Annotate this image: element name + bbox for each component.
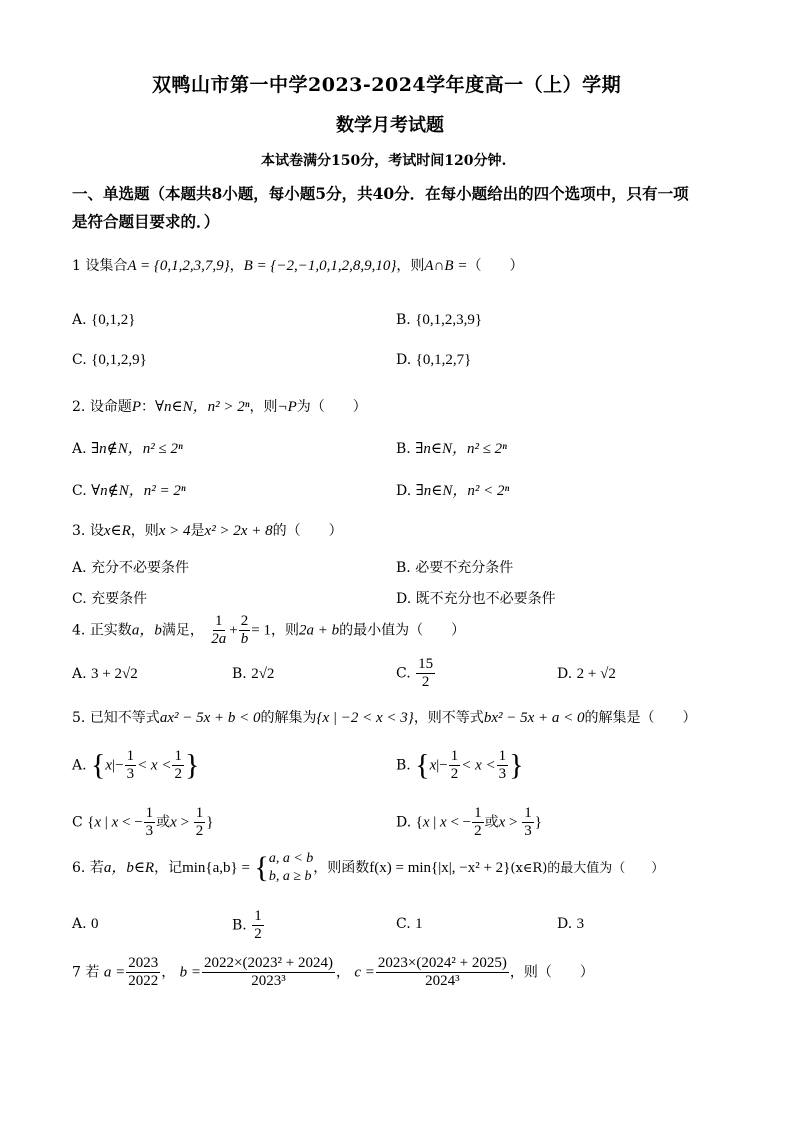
option-label: B. (396, 441, 411, 457)
q3-text4: 的（ ） (272, 523, 343, 539)
q6-function: f(x) = min{|x|, −x² + 2} (369, 860, 511, 876)
q2-option-d (396, 479, 509, 500)
q4-fraction-1: $\frac{1}{2a}$ (211, 613, 227, 647)
q3-text3: 是 (190, 523, 205, 539)
q3-text: 设 (89, 523, 104, 539)
q3-option-c (72, 588, 147, 608)
q6-case-brace: { (254, 851, 269, 884)
option-text: ∃n∉N，n² ≤ 2ⁿ (91, 441, 183, 457)
q4-equals: = 1 (251, 622, 271, 639)
question-number: 7 (72, 964, 81, 981)
q1-set-a: A = {0,1,2,3,7,9} (127, 258, 230, 274)
option-text: {0,1,2} (91, 312, 136, 328)
option-label: A. (72, 441, 87, 457)
q1-set-b: B = {−2,−1,0,1,2,8,9,10} (243, 258, 397, 274)
question-number: 4. (72, 622, 86, 639)
q2-prop: P (131, 399, 141, 415)
q2-option-c (72, 479, 186, 500)
option-label: B. (232, 666, 247, 682)
q5-text2: 的解集为 (260, 710, 317, 726)
q4-text2: 满足， (161, 622, 204, 639)
q4-vars: a，b (131, 622, 162, 639)
option-label: D. (396, 483, 412, 499)
option-text: ∃n∈N，n² < 2ⁿ (415, 483, 510, 499)
q1-text: 设集合 (85, 258, 128, 274)
option-text: 2√2 (251, 666, 275, 682)
question-number: 5. (72, 710, 86, 726)
option-text: 2 + √2 (576, 666, 616, 682)
q1-sep: ， (229, 258, 244, 274)
q7-c-num: 2023×(2024² + 2025) (377, 955, 507, 971)
option-label: C. (396, 665, 411, 682)
option-label: D. (396, 352, 412, 368)
exam-subtitle: 数学月考试题 (336, 115, 444, 136)
q5-ineq2: bx² − 5x + a < 0 (483, 710, 585, 726)
section-heading-line1: 一、单选题（本题共8小题，每小题5分，共40分．在每小题给出的四个选项中，只有一项 (72, 184, 689, 203)
option-label: D. (557, 666, 573, 682)
option-label: C. (72, 483, 87, 499)
option-text: 3 (576, 916, 585, 932)
q2-text: 设命题 (89, 399, 132, 415)
option-label: B. (396, 757, 411, 774)
q5-set: {x | −2 < x < 3} (316, 710, 414, 726)
exam-note: 本试卷满分150分，考试时间120分钟. (261, 153, 507, 169)
q6-case-1: a, a < b (268, 851, 314, 866)
exam-title: 双鸭山市第一中学2023-2024学年度高一（上）学期 (152, 74, 622, 96)
question-1 (72, 255, 523, 275)
question-3 (72, 520, 343, 540)
q7-sep1: ， (161, 964, 176, 981)
q6-text3: ，则函数 (313, 860, 370, 876)
q4-text3: ，则 (270, 622, 299, 639)
q6-case-2: b, a ≥ b (268, 869, 312, 884)
q4-option-d (557, 666, 616, 683)
option-label: A. (72, 666, 87, 682)
q5-text3: ，则不等式 (413, 710, 484, 726)
q6-option-b (232, 908, 265, 943)
q3-domain: x∈R (103, 523, 131, 539)
question-number: 1 (72, 258, 81, 274)
q6-option-a (72, 916, 99, 933)
q6-text2: ，记 (154, 860, 183, 876)
q7-text: 若 (85, 964, 100, 981)
q2-option-b (396, 437, 507, 458)
q6-option-d (557, 916, 584, 933)
q5-option-b: B. {x|− $\frac{1}{2}$ < x < $\frac{1}{3}$ } (396, 748, 524, 782)
q1-text2: ，则 (396, 258, 425, 274)
option-text: 既不充分也不必要条件 (415, 591, 556, 607)
q3-text2: ，则 (130, 523, 159, 539)
q5-ineq1: ax² − 5x + b < 0 (159, 710, 261, 726)
q7-b-num: 2022×(2023² + 2024) (204, 955, 333, 971)
section-heading (72, 180, 732, 236)
option-label: D. (396, 814, 412, 831)
option-label: C. (72, 352, 87, 368)
option-text: 0 (91, 916, 99, 932)
question-4: 4. 正实数a，b满足， $\frac{1}{2a}$ + $\frac{2}{b}$ = 1，则2a + b的最小值为（ ） (72, 613, 466, 647)
q6-min-def: min{a,b} = (182, 860, 250, 876)
q7-c-den: 2024³ (425, 973, 460, 989)
option-label: A. (72, 757, 87, 774)
q3-option-d (396, 588, 556, 608)
option-label: C. (396, 916, 411, 932)
q2-option-a (72, 437, 183, 458)
q2-colon: ： (140, 399, 155, 415)
q3-cond1: x > 4 (158, 523, 191, 539)
option-label: B. (396, 560, 411, 576)
q7-c-label: c = (354, 964, 375, 981)
q7-b-fraction (202, 955, 335, 990)
q3-option-a (72, 557, 189, 577)
q6-cases (269, 850, 313, 886)
q2-text2: ，则 (249, 399, 278, 415)
option-text: 必要不充分条件 (415, 560, 514, 576)
q5-option-c: C {x | x < − $\frac{1}{3}$ 或x > $\frac{1}{2}$ } (72, 805, 214, 839)
option-text: ∃n∈N，n² ≤ 2ⁿ (415, 441, 507, 457)
option-text: 3 + 2√2 (91, 666, 138, 682)
option-label: D. (396, 591, 412, 607)
q4-text4: 的最小值为（ ） (339, 622, 466, 639)
question-number: 3. (72, 523, 86, 539)
q6-text: 若 (89, 860, 104, 876)
question-6 (72, 850, 664, 886)
option-text: {0,1,2,9} (91, 352, 147, 368)
section-heading-line2: 是符合题目要求的．） (72, 212, 220, 231)
question-2 (72, 395, 367, 416)
option-label: A. (72, 312, 87, 328)
question-number: 6. (72, 860, 86, 876)
q7-a-den: 2022 (128, 973, 159, 989)
option-text: $\frac{15}{2}$ (418, 656, 434, 690)
q2-statement: ∀n∈N，n² > 2ⁿ (154, 399, 250, 415)
option-text: 1 (415, 916, 423, 932)
q7-a-fraction (126, 955, 160, 990)
q4-option-a (72, 666, 138, 683)
q7-b-den: 2023³ (251, 973, 286, 989)
q4-fraction-2: $\frac{2}{b}$ (240, 613, 249, 647)
q3-cond2: x² > 2x + 8 (204, 523, 273, 539)
q5-option-d: D. {x | x < − $\frac{1}{2}$ 或x > $\frac{1}{3}$ } (396, 805, 542, 839)
q7-a-label: a = (103, 964, 126, 981)
question-number: 2. (72, 399, 86, 415)
q1-blank: （ ） (467, 258, 524, 274)
q6-option-c (396, 916, 423, 933)
option-label: B. (232, 917, 247, 934)
option-text: $\frac{1}{2}$ (254, 908, 262, 942)
q1-intersection: A∩B = (424, 258, 468, 274)
q5-text4: 的解集是（ ） (584, 710, 697, 726)
q2-negation: ¬P (277, 399, 297, 415)
q3-option-b (396, 557, 513, 577)
option-label: A. (72, 560, 87, 576)
q6-text4: (x∈R)的最大值为（ ） (510, 861, 665, 876)
q4-text: 正实数 (89, 622, 132, 639)
option-label: B. (396, 312, 411, 328)
q7-sep2: ， (335, 964, 350, 981)
option-text: {0,1,2,7} (415, 352, 472, 368)
q5-option-a: A. {x|− $\frac{1}{3}$ < x < $\frac{1}{2}$ } (72, 748, 200, 782)
q4-expr: 2a + b (298, 622, 340, 639)
q2-text3: 为（ ） (296, 399, 367, 415)
q1-option-b (396, 312, 482, 329)
q5-text: 已知不等式 (89, 710, 160, 726)
option-text: {0,1,2,3,9} (415, 312, 483, 328)
q6-vars: a，b∈R (103, 860, 155, 876)
option-text: ∀n∉N，n² = 2ⁿ (91, 483, 186, 499)
option-label: C (72, 814, 83, 831)
q1-option-a (72, 312, 135, 329)
q4-option-c (396, 656, 436, 691)
q7-c-fraction (376, 955, 509, 990)
option-text: 充分不必要条件 (91, 560, 190, 576)
q7-a-num: 2023 (128, 955, 159, 971)
question-5 (72, 707, 697, 727)
option-label: C. (72, 591, 87, 607)
option-label: A. (72, 916, 87, 932)
option-label: D. (557, 916, 573, 932)
q7-text2: ，则（ ） (509, 964, 594, 981)
question-7 (72, 955, 594, 990)
option-text: 充要条件 (91, 591, 148, 607)
q7-b-label: b = (179, 964, 202, 981)
q4-option-b (232, 666, 274, 683)
q1-option-d (396, 352, 471, 369)
q1-option-c (72, 352, 147, 369)
